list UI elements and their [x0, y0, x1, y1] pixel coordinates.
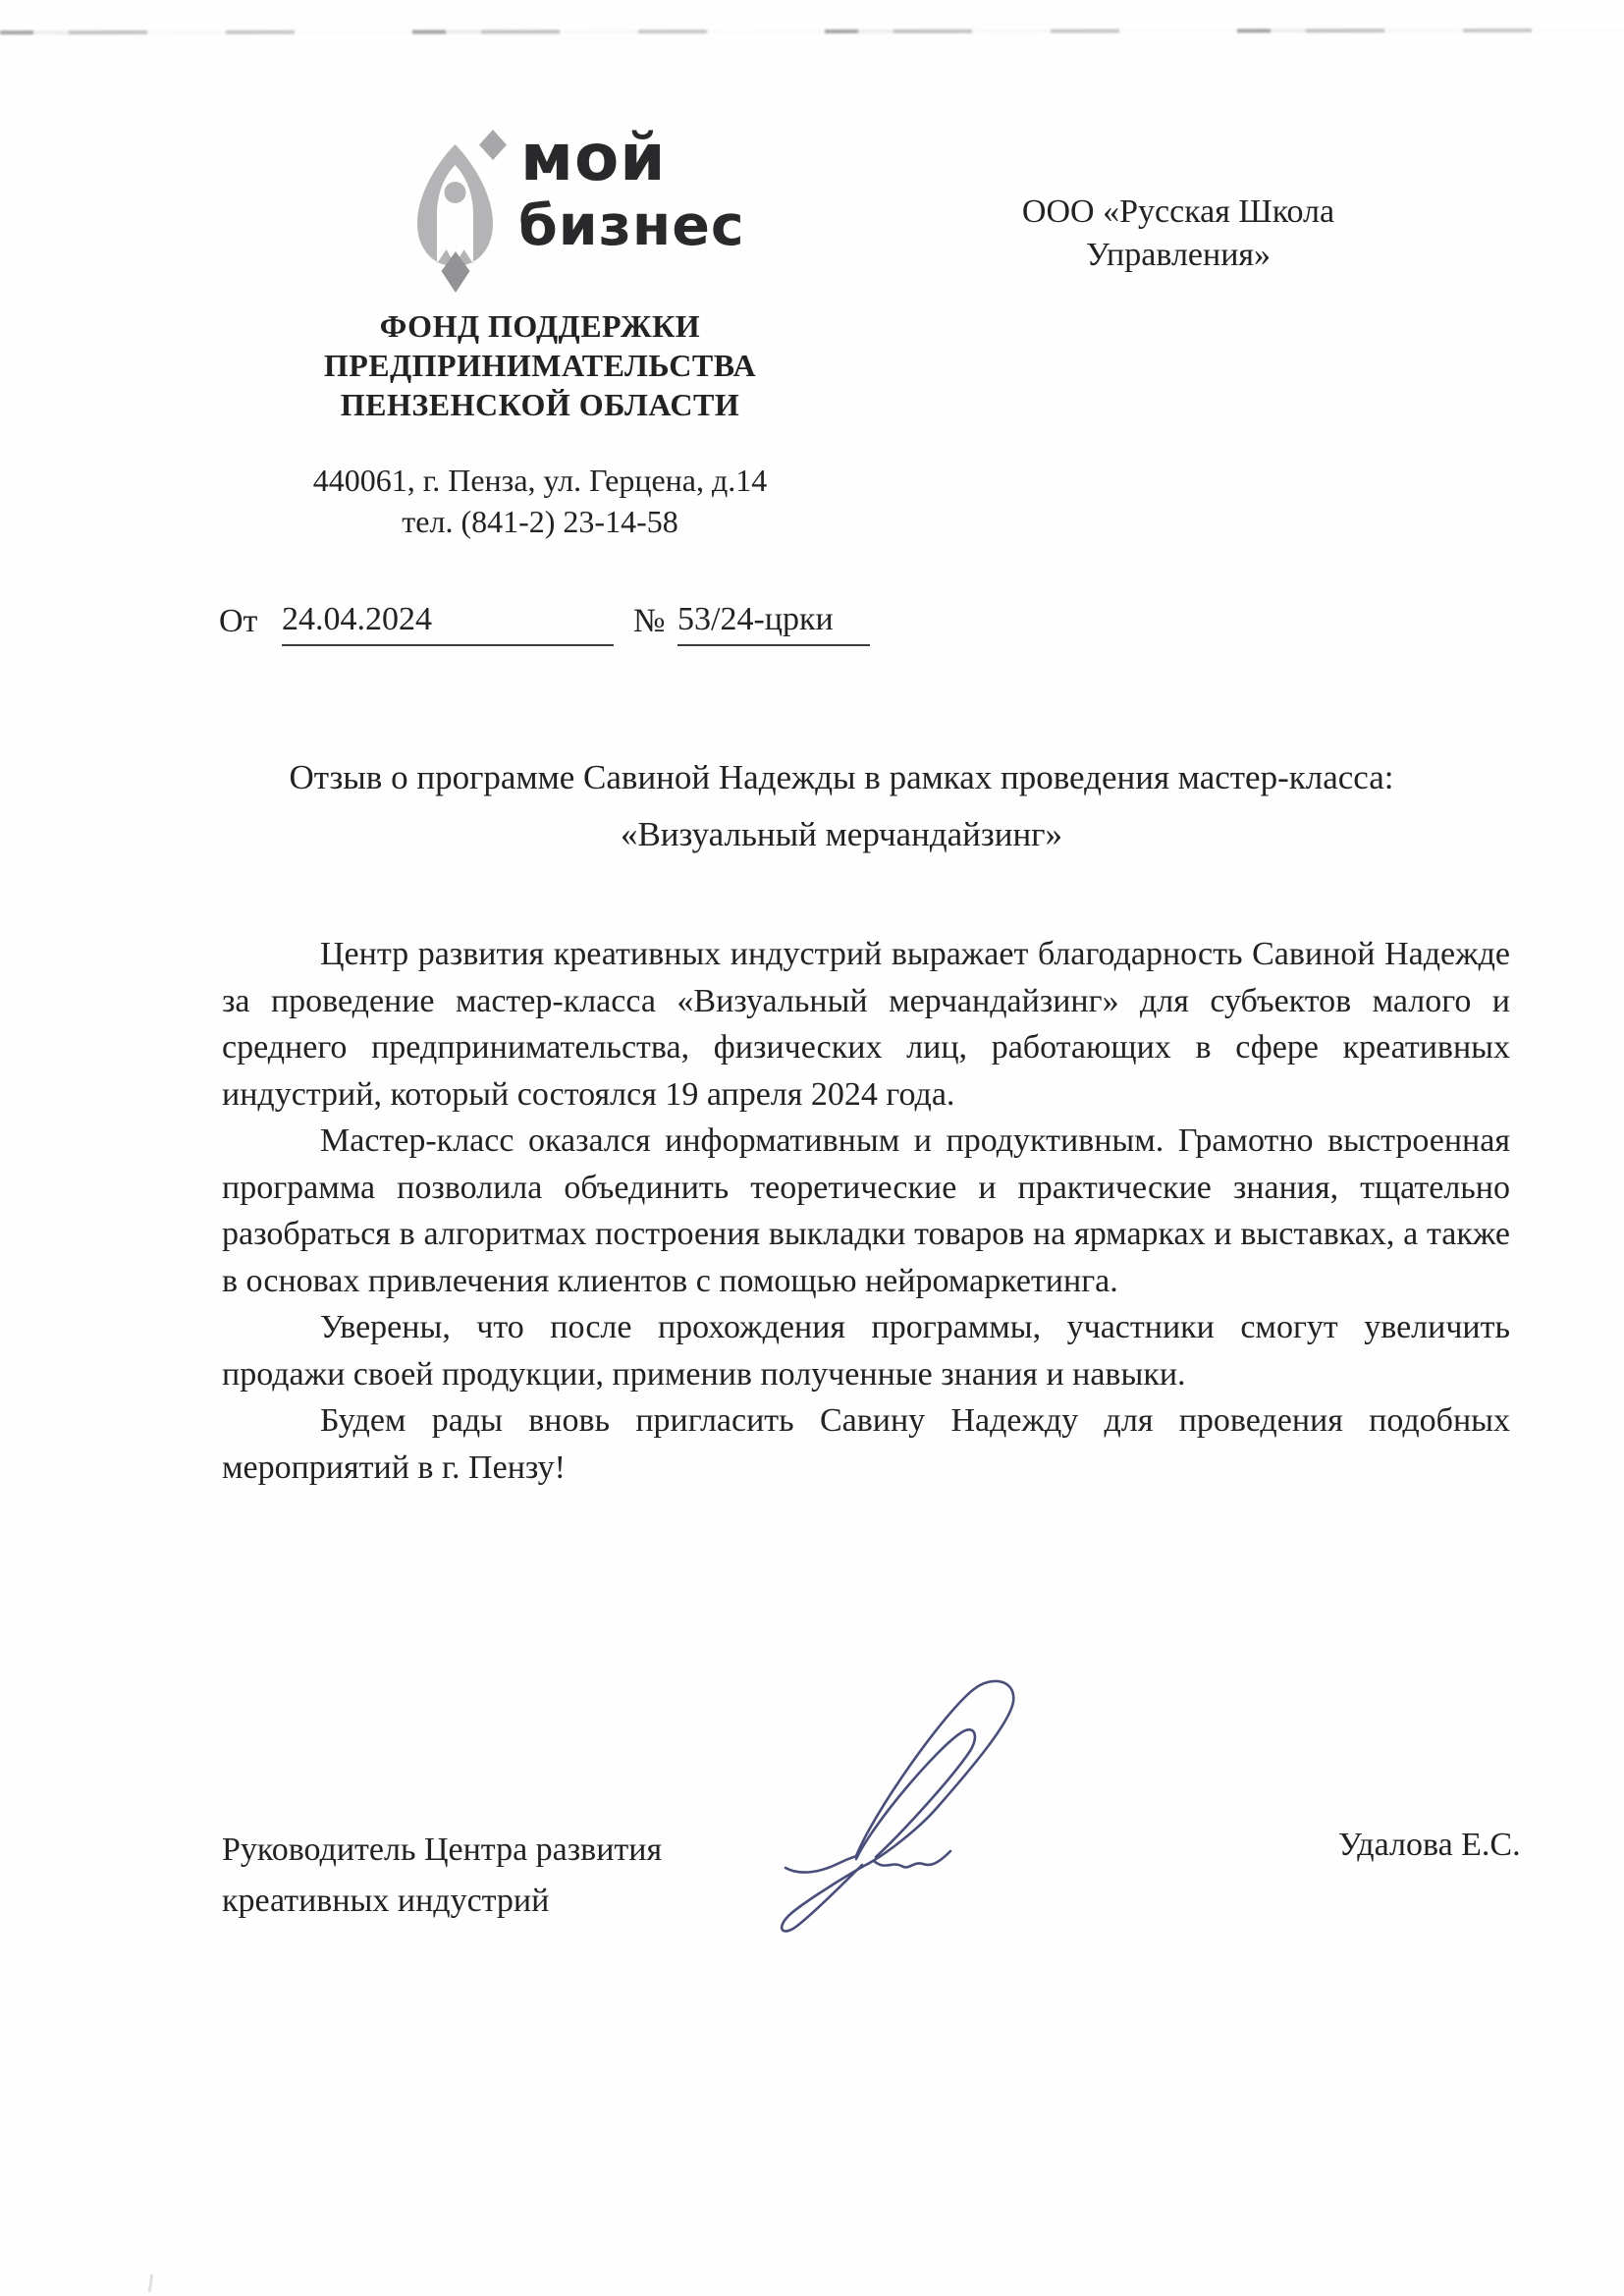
- organization-contacts: [245, 460, 835, 542]
- organization-phone: тел. (841-2) 23-14-58: [402, 504, 678, 539]
- signer-position-line1: Руководитель Центра развития: [222, 1831, 663, 1868]
- reference-date: 24.04.2024: [282, 601, 614, 646]
- document-title: [167, 749, 1516, 863]
- reference-row: [0, 601, 1624, 646]
- scan-artifact-mark: [148, 2274, 153, 2292]
- document-body: [222, 931, 1510, 1491]
- scan-artifact-line: [0, 28, 1624, 34]
- handwritten-signature: [727, 1665, 1031, 1954]
- organization-line2: ПРЕДПРИНИМАТЕЛЬСТВА: [323, 348, 757, 383]
- reference-number-label: №: [633, 603, 666, 639]
- reference-number: 53/24-црки: [677, 601, 870, 646]
- logo-text-moy: мой: [520, 120, 667, 195]
- recipient-block: [967, 191, 1389, 277]
- organization-line3: ПЕНЗЕНСКОЙ ОБЛАСТИ: [340, 387, 740, 422]
- logo-text-biznes: бизнес: [518, 193, 745, 258]
- recipient-line1: ООО «Русская Школа: [1021, 193, 1335, 230]
- recipient-line2: Управления»: [1085, 237, 1272, 273]
- body-paragraph-3: Уверены, что после прохождения программы, участники смогут увеличить продажи своей продукции, применив полученные знания и навыки.: [222, 1309, 1510, 1393]
- organization-address: 440061, г. Пенза, ул. Герцена, д.14: [312, 463, 768, 498]
- body-paragraph-1: Центр развития креативных индустрий выражает благодарность Савиной Надежде за проведение мастер-класса «Визуальный мерчандайзинг» для субъектов малого и среднего предпринимательства, физических лиц, работающих в сфере креативных индустрий, который состоялся 19 апреля 2024 года.: [222, 936, 1510, 1113]
- organization-name: [245, 306, 835, 424]
- organization-line1: ФОНД ПОДДЕРЖКИ: [379, 308, 701, 344]
- document-title-line2: «Визуальный мерчандайзинг»: [620, 815, 1063, 853]
- body-paragraph-2: Мастер-класс оказался информативным и продуктивным. Грамотно выстроенная программа позволила объединить теоретические и практические знания, тщательно разобраться в алгоритмах построения выкладки товаров на ярмарках и выставках, а также в основах привлечения клиентов с помощью нейромаркетинга.: [222, 1122, 1510, 1299]
- signer-position-line2: креативных индустрий: [222, 1883, 550, 1919]
- reference-from-label: От: [219, 603, 258, 639]
- document-title-line1: Отзыв о программе Савиной Надежды в рамках проведения мастер-класса:: [289, 758, 1394, 796]
- body-paragraph-4: Будем рады вновь пригласить Савину Надежду для проведения подобных мероприятий в г. Пензу!: [222, 1402, 1510, 1486]
- signer-position: [222, 1825, 772, 1927]
- rocket-icon: [417, 128, 510, 300]
- signer-name: Удалова Е.С.: [1338, 1827, 1521, 1863]
